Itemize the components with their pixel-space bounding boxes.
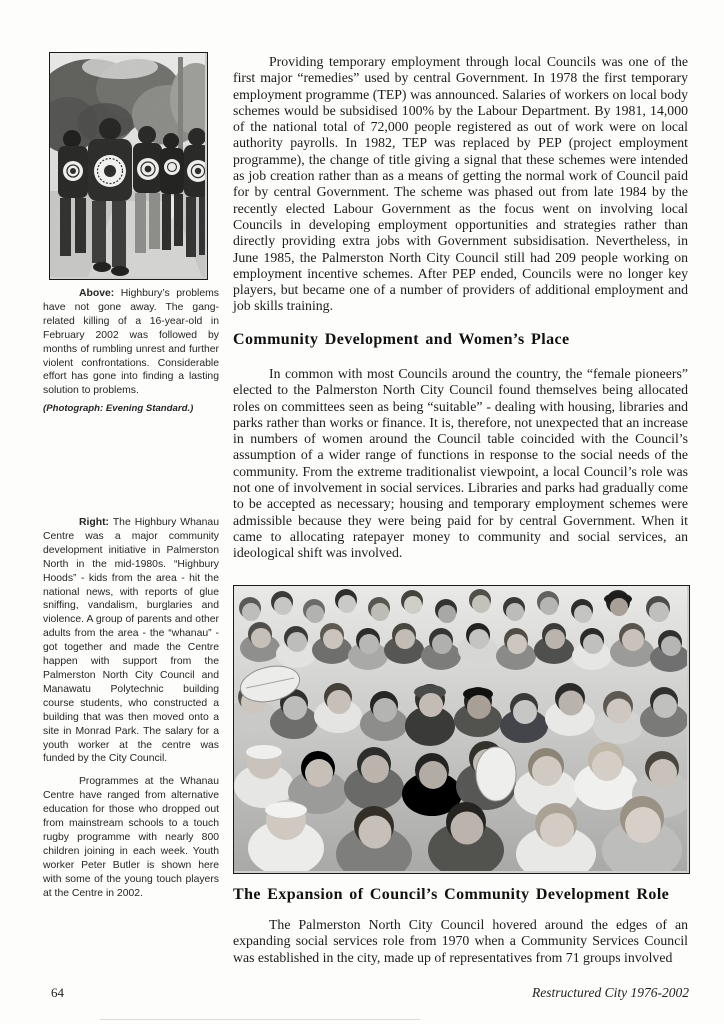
running-title: Restructured City 1976-2002 (532, 985, 689, 1000)
paragraph-temporary-employment: Providing temporary employment through local Councils was one of the first major “remedies” used by central Government. In 1978 the first temporary employment programme (TEP) was announced. Salaries of workers on local body schemes would be subsidised 100% by the Labour Department. By 1981, 14,000 of the national total of 72,000 people registered as out of work were on local authority payrolls. In 1982, TEP was replaced by PEP (project employment programme), the change of title giving a signal that these schemes were intended as job creation rather than as a means of getting the normal work of Council paid for by central Government. The scheme was phased out from late 1984 by the recently elected Labour Government as the focus went on involving local Councils in developing employment opportunities and strategies rather than directly providing extra jobs with Government subsidisation. Nevertheless, in June 1985, the Palmerston North City Council still had 209 people working on employment incentive schemes. After PEP ended, Councils were no longer key players, but became one of a number of providers of additional employment and job skills training. (233, 54, 688, 314)
caption-highbury-problems (43, 287, 219, 416)
caption-whanau-centre (43, 516, 219, 900)
paragraph-community-services-council: The Palmerston North City Council hovered around the edges of an expanding social services role from 1970 when a Community Services Council was established in the city, made up of representatives from 71 groups involved (233, 917, 688, 965)
heading-expansion-community-development-role: The Expansion of Council’s Community Development Role (233, 886, 670, 903)
page-number: 64 (51, 985, 64, 1000)
caption-text: Above: Highbury’s problems have not gone away. The gang-related killing of a 16-year-old in February 2002 was followed by months of rumbling unrest and further violent confrontations. Considerable effort has gone into finding a lasting solution to problems. (43, 288, 219, 397)
gang-photo-illustration (50, 53, 205, 277)
caption-lead: Above: (79, 288, 115, 299)
heading-community-development-womens-place: Community Development and Women’s Place (233, 331, 570, 348)
photo-gang-members (49, 52, 208, 280)
caption-text-2: Programmes at the Whanau Centre have ranged from alternative education for those who dropped out from mainstream schools to a touch rugby programme with nearly 800 children joining in each week. Youth worker Peter Butler is shown here with some of the young touch players at the Centre in 2002. (43, 776, 219, 899)
paragraph-female-pioneers: In common with most Councils around the country, the “female pioneers” elected to the Palmerston North City Council found themselves being allocated roles on committees seen as being “suitable” - dealing with housing, libraries and parks rather than works or finance. It is, therefore, not unexpected that an increase in numbers of women around the Council table coincided with the Council’s assumption of a wider range of functions in response to the social needs of the community. From the extreme traditionalist viewpoint, a local Council’s role was not one of involvement in social services. Libraries and parks had gradually come to be accepted as necessary; housing and temporary employment schemes were admissible because they were being paid for by central Government. When it came to allocating ratepayer money to community and social services, an ideological shift was involved. (233, 366, 688, 561)
crowd-photo-illustration (234, 586, 687, 871)
photo-credit: (Photograph: Evening Standard.) (43, 403, 194, 415)
caption-text: Right: The Highbury Whanau Centre was a major community development initiative in Palmerston North in the mid-1980s. “Highbury Hoods” - kids from the area - hit the national news, with reports of glue sniffing, vandalism, burglaries and violence. A group of parents and other adults from the area - the “whanau” - got together and made the Centre happen with support from the Palmerston North City Council and Manawatu Polytechnic building course students, who constructed a building that was then moved onto a site in Monrad Park. The salary for a youth worker at the centre was funded by the City Council. (43, 517, 219, 765)
photo-whanau-touch-rugby-children (233, 585, 690, 874)
caption-lead: Right: (79, 517, 110, 528)
scan-artifact-line (100, 1019, 420, 1020)
